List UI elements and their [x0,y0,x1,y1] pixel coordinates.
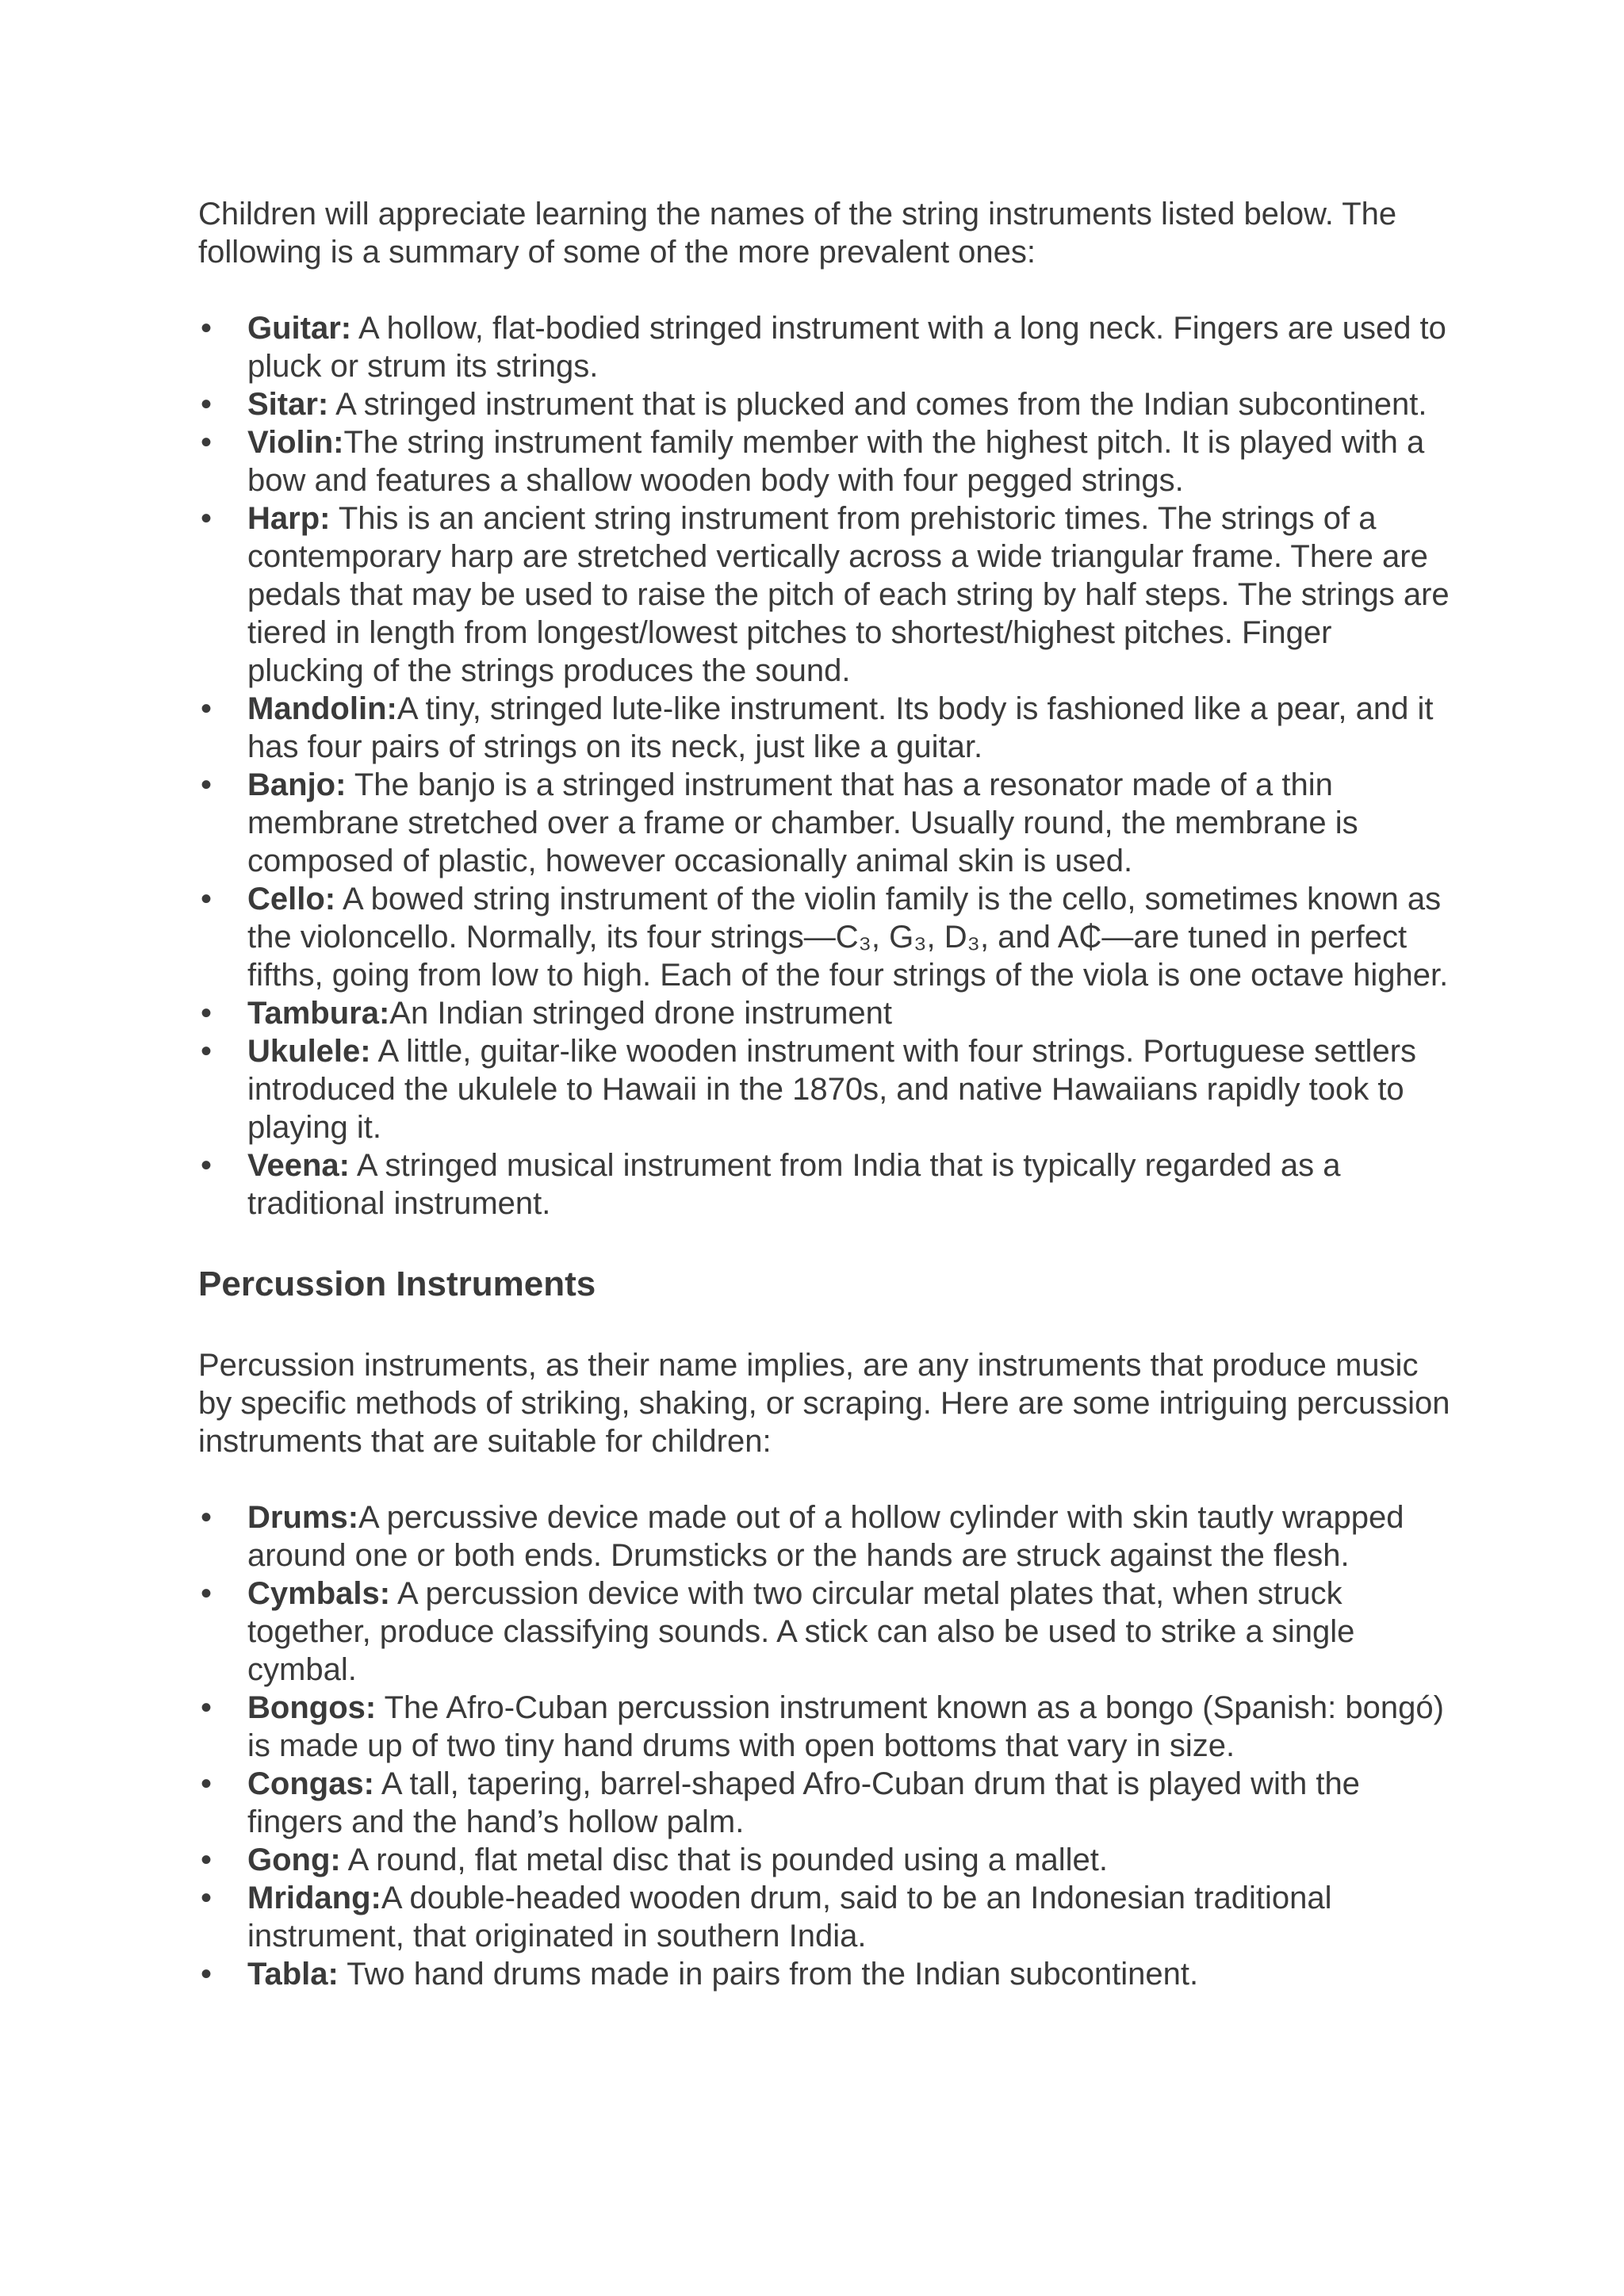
bullet-icon: • [200,1500,212,1535]
list-item-mandolin [198,690,1451,766]
list-item-bongos [198,1689,1451,1765]
item-description: The string instrument family member with the highest pitch. It is played with a bow and features a shallow wooden body with four pegged strings. [247,425,1425,498]
item-term: Tambura: [247,996,390,1031]
percussion-intro: Percussion instruments, as their name implies, are any instruments that produce music by specific methods of striking, shaking, or scraping. Here are some intriguing percussion instruments that are suitable for children: [198,1348,1450,1459]
bullet-icon: • [200,1576,212,1611]
item-description: A tall, tapering, barrel-shaped Afro-Cuban drum that is played with the fingers and the hand’s hollow palm. [247,1766,1360,1839]
item-description: The banjo is a stringed instrument that has a resonator made of a thin membrane stretched over a frame or chamber. Usually round, the membrane is composed of plastic, however occasionally animal skin is used. [247,767,1358,878]
item-term: Banjo: [247,767,347,802]
bullet-icon: • [200,882,212,916]
list-item-cello [198,880,1451,994]
list-item-tabla [198,1955,1451,1993]
list-item-tambura [198,994,1451,1032]
item-term: Guitar: [247,311,352,346]
item-description: A round, flat metal disc that is pounded using a mallet. [340,1843,1108,1877]
item-term: Mridang: [247,1881,381,1915]
bullet-icon: • [200,1843,212,1877]
item-term: Violin: [247,425,344,460]
bullet-icon: • [200,311,212,346]
list-item-sitar [198,385,1451,423]
percussion-instruments-list [198,1498,1451,1993]
item-description: A percussion device with two circular metal plates that, when struck together, produce classifying sounds. A stick can also be used to strike a single cymbal. [247,1576,1355,1687]
bullet-icon: • [200,387,212,422]
bullet-icon: • [200,767,212,802]
list-item-cymbals [198,1575,1451,1689]
item-description: A hollow, flat-bodied stringed instrument with a long neck. Fingers are used to pluck or strum its strings. [247,311,1446,384]
bullet-icon: • [200,1034,212,1069]
item-description: A stringed instrument that is plucked and comes from the Indian subcontinent. [328,387,1427,422]
list-item-guitar [198,309,1451,385]
percussion-heading: Percussion Instruments [198,1265,596,1303]
list-item-mridang [198,1879,1451,1955]
item-description: This is an ancient string instrument from prehistoric times. The strings of a contemporary harp are stretched vertically across a wide triangular frame. There are pedals that may be used to raise the pitch of each string by half steps. The strings are tiered in length from longest/lowest pitches to shortest/highest pitches. Finger plucking of the strings produces the sound. [247,501,1450,688]
bullet-icon: • [200,425,212,460]
list-item-congas [198,1765,1451,1841]
bullet-icon: • [200,691,212,726]
item-description: A little, guitar-like wooden instrument with four strings. Portuguese settlers introduced the ukulele to Hawaii in the 1870s, and native Hawaiians rapidly took to playing it. [247,1034,1417,1145]
list-item-violin [198,423,1451,499]
item-term: Bongos: [247,1690,377,1725]
string-instruments-intro: Children will appreciate learning the names of the string instruments listed below. The following is a summary of some of the more prevalent ones: [198,197,1397,270]
item-term: Mandolin: [247,691,397,726]
bullet-icon: • [200,501,212,536]
item-description: The Afro-Cuban percussion instrument known as a bongo (Spanish: bongó) is made up of two tiny hand drums with open bottoms that vary in size. [247,1690,1444,1763]
item-term: Sitar: [247,387,329,422]
list-item-ukulele [198,1032,1451,1146]
item-term: Drums: [247,1500,359,1535]
item-term: Cymbals: [247,1576,391,1611]
item-description: A bowed string instrument of the violin family is the cello, sometimes known as the violoncello. Normally, its four strings—C₃, G₃, D₃, and A₵—are tuned in perfect fifths, going from low to high. Each of the four strings of the viola is one octave higher. [247,882,1449,993]
item-term: Congas: [247,1766,374,1801]
item-description: An Indian stringed drone instrument [389,996,892,1031]
item-description: A tiny, stringed lute-like instrument. Its body is fashioned like a pear, and it has four pairs of strings on its neck, just like a guitar. [247,691,1434,764]
item-description: A stringed musical instrument from India that is typically regarded as a traditional instrument. [247,1148,1341,1221]
bullet-icon: • [200,1881,212,1915]
item-term: Cello: [247,882,336,916]
bullet-icon: • [200,1766,212,1801]
item-description: A double-headed wooden drum, said to be an Indonesian traditional instrument, that originated in southern India. [247,1881,1332,1954]
document-page [198,195,1451,1993]
bullet-icon: • [200,1148,212,1183]
bullet-icon: • [200,1957,212,1992]
list-item-drums [198,1498,1451,1575]
item-term: Harp: [247,501,331,536]
item-description: Two hand drums made in pairs from the Indian subcontinent. [338,1957,1199,1992]
bullet-icon: • [200,1690,212,1725]
item-term: Ukulele: [247,1034,371,1069]
item-description: A percussive device made out of a hollow cylinder with skin tautly wrapped around one or both ends. Drumsticks or the hands are struck against the flesh. [247,1500,1404,1573]
list-item-gong [198,1841,1451,1879]
list-item-veena [198,1146,1451,1223]
item-term: Tabla: [247,1957,339,1992]
bullet-icon: • [200,996,212,1031]
list-item-banjo [198,766,1451,880]
item-term: Gong: [247,1843,341,1877]
item-term: Veena: [247,1148,350,1183]
list-item-harp [198,499,1451,690]
string-instruments-list [198,309,1451,1223]
